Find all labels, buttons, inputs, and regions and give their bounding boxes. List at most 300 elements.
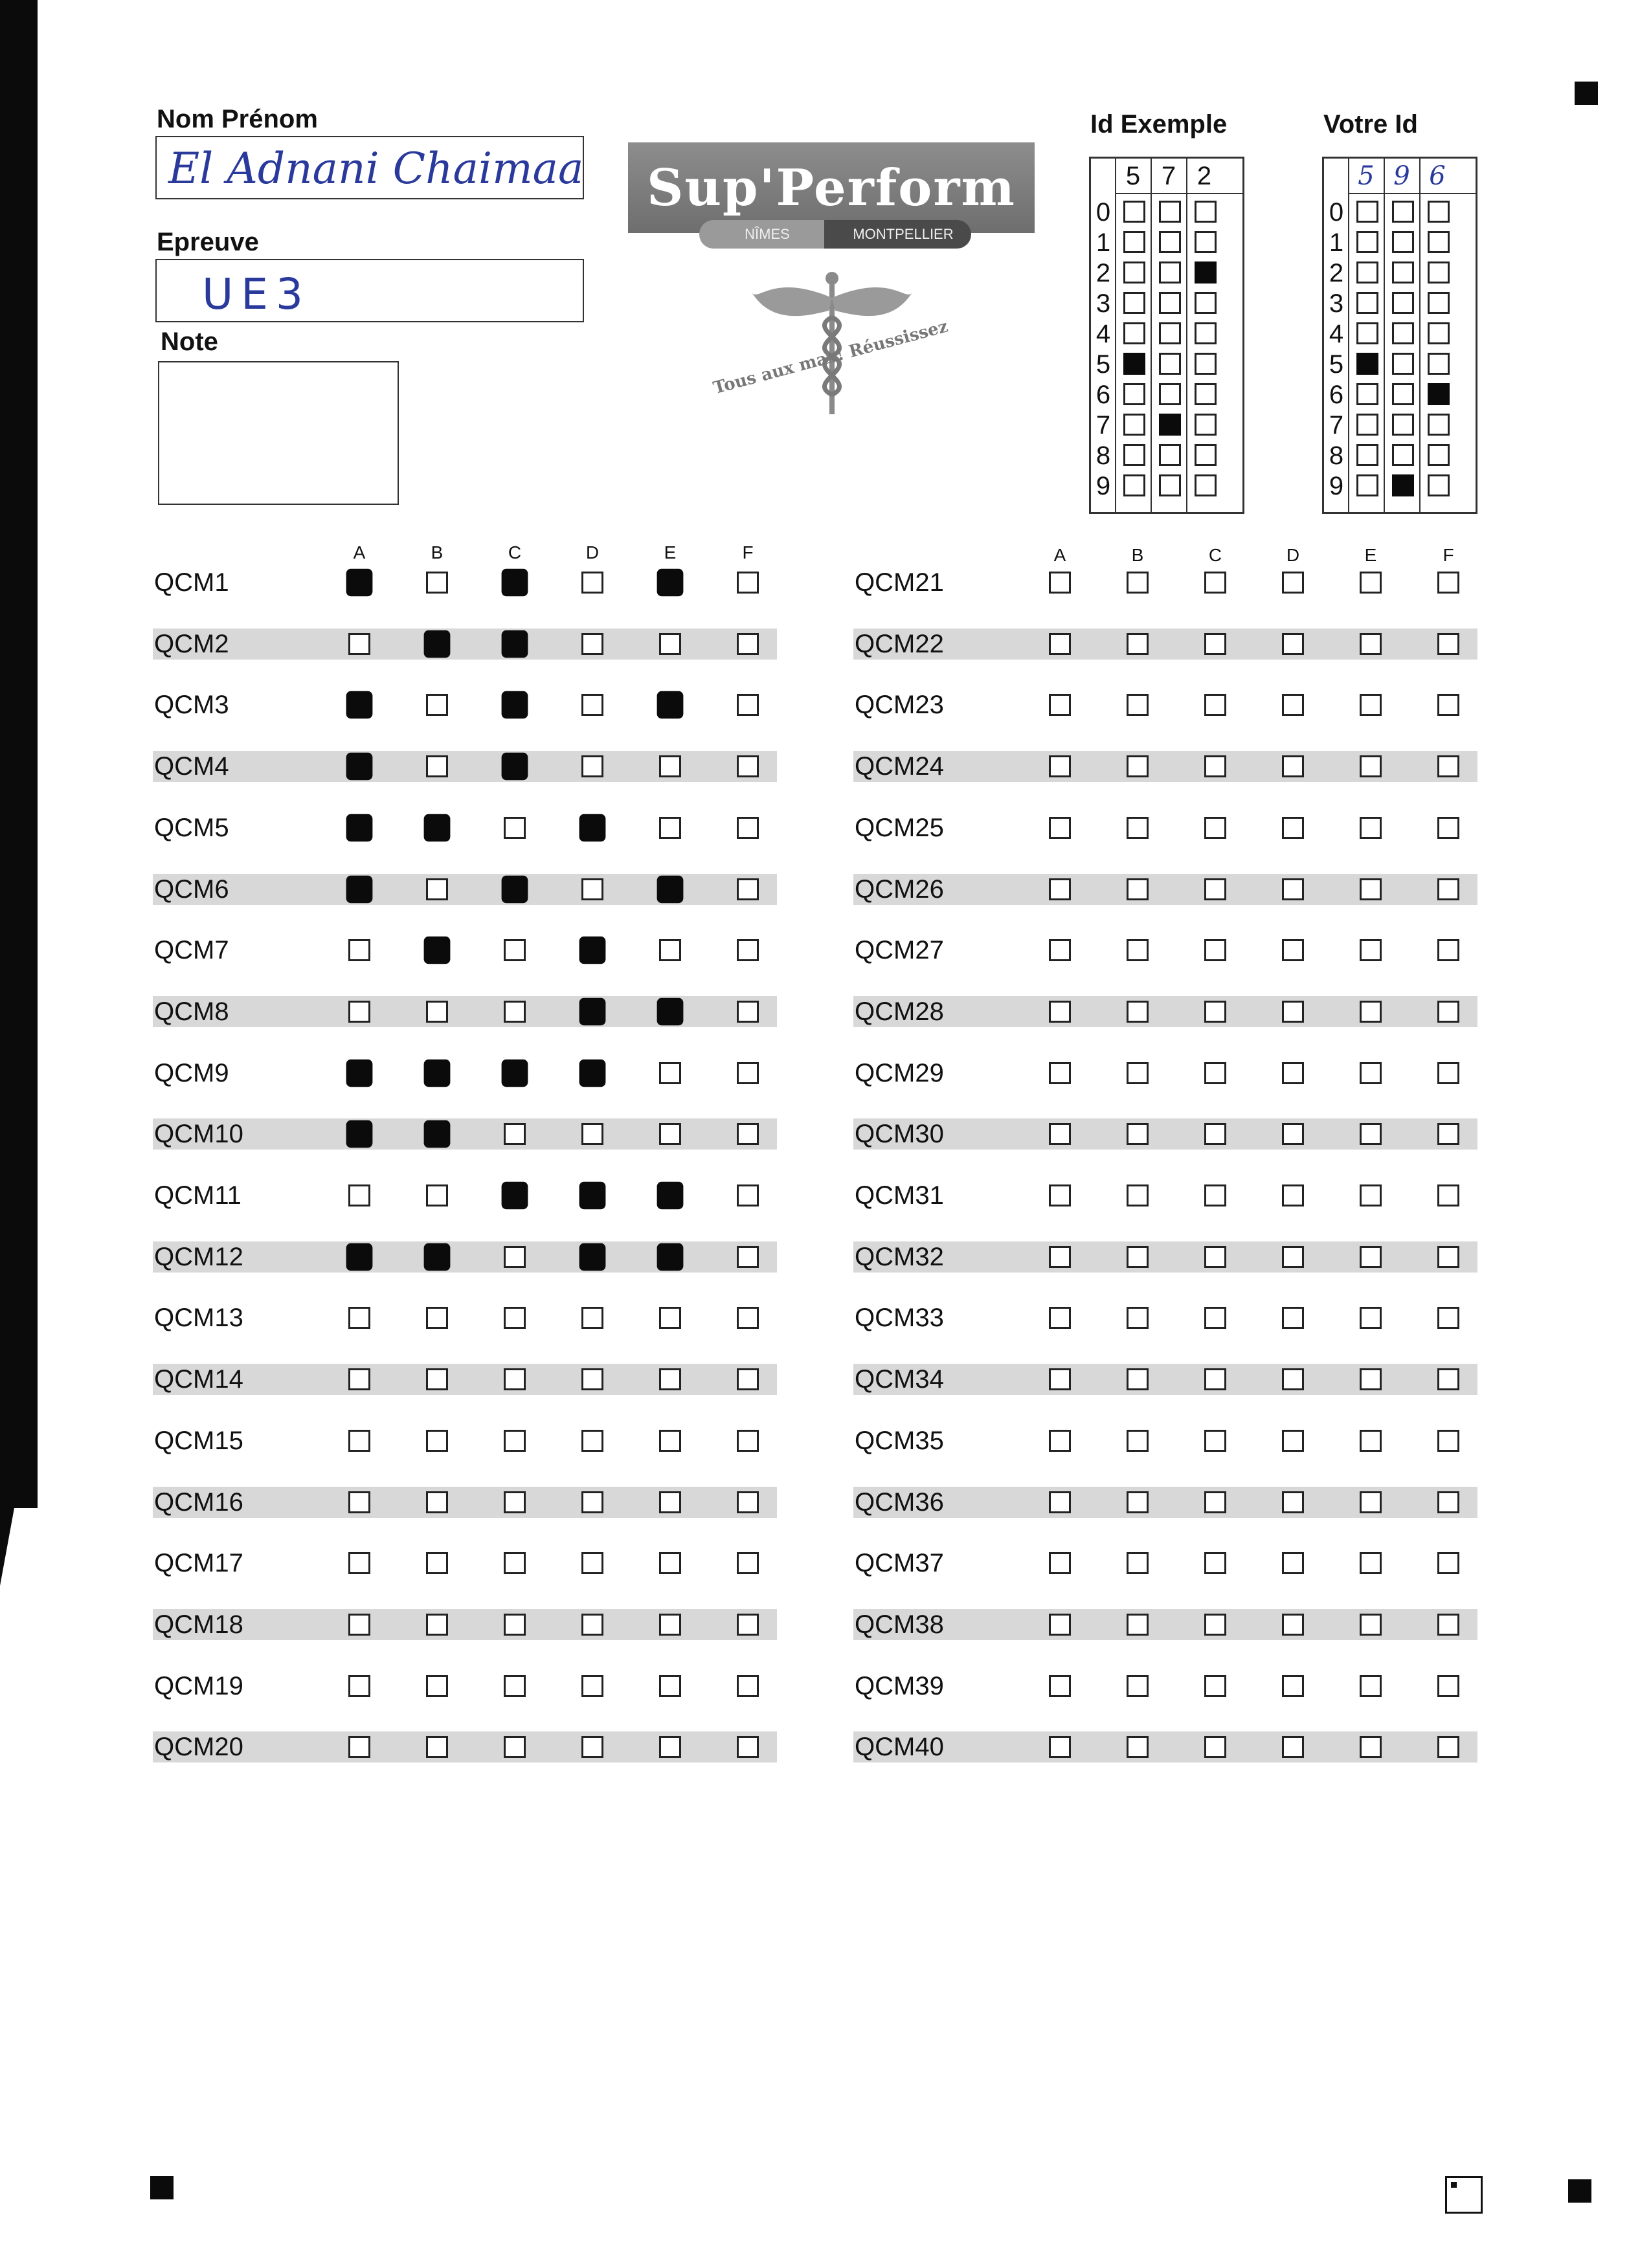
answer-checkbox-e[interactable]	[659, 939, 681, 961]
answer-checkbox-f[interactable]	[737, 633, 759, 655]
answer-checkbox-a[interactable]	[348, 633, 370, 655]
answer-checkbox-e[interactable]	[1360, 817, 1382, 839]
answer-checkbox-e[interactable]	[1360, 1430, 1382, 1452]
answer-checkbox-b[interactable]	[426, 1491, 448, 1513]
answer-checkbox-a[interactable]	[348, 1736, 370, 1758]
answer-checkbox-c[interactable]	[504, 1246, 526, 1268]
answer-checkbox-a[interactable]	[1049, 1552, 1071, 1574]
votre_id-digit-box[interactable]	[1356, 414, 1378, 436]
id_example-digit-box[interactable]	[1123, 383, 1145, 405]
id_example-digit-box[interactable]	[1195, 444, 1217, 466]
answer-checkbox-c[interactable]	[504, 1123, 526, 1145]
answer-checkbox-c[interactable]	[1204, 1368, 1226, 1390]
answer-checkbox-f[interactable]	[737, 1614, 759, 1636]
answer-checkbox-a[interactable]	[1049, 755, 1071, 777]
id_example-digit-box[interactable]	[1195, 474, 1217, 496]
votre_id-digit-box[interactable]	[1392, 322, 1414, 344]
answer-checkbox-a[interactable]	[348, 1184, 370, 1206]
answer-checkbox-d[interactable]	[1282, 878, 1304, 900]
nom-prenom-field[interactable]	[155, 136, 584, 199]
answer-checkbox-c[interactable]	[1204, 1184, 1226, 1206]
answer-checkbox-c[interactable]	[1204, 1246, 1226, 1268]
id_example-digit-box[interactable]	[1123, 231, 1145, 253]
id_example-digit-box[interactable]	[1123, 292, 1145, 314]
answer-checkbox-b[interactable]	[1127, 755, 1149, 777]
answer-checkbox-f[interactable]	[1437, 1307, 1459, 1329]
answer-checkbox-c[interactable]	[1204, 1430, 1226, 1452]
answer-checkbox-c[interactable]	[1204, 755, 1226, 777]
id_example-digit-box[interactable]	[1159, 261, 1181, 284]
answer-checkbox-b[interactable]	[426, 1736, 448, 1758]
answer-checkbox-c[interactable]	[502, 875, 528, 903]
answer-checkbox-d[interactable]	[579, 814, 606, 842]
id_example-digit-box[interactable]	[1123, 414, 1145, 436]
answer-checkbox-f[interactable]	[737, 1430, 759, 1452]
answer-checkbox-b[interactable]	[1127, 1246, 1149, 1268]
answer-checkbox-c[interactable]	[502, 1182, 528, 1210]
answer-checkbox-e[interactable]	[1360, 1491, 1382, 1513]
answer-checkbox-a[interactable]	[1049, 572, 1071, 594]
answer-checkbox-d[interactable]	[1282, 939, 1304, 961]
answer-checkbox-f[interactable]	[1437, 1123, 1459, 1145]
id_example-digit-box[interactable]	[1123, 353, 1145, 375]
answer-checkbox-e[interactable]	[1360, 1184, 1382, 1206]
answer-checkbox-d[interactable]	[581, 1368, 603, 1390]
answer-checkbox-c[interactable]	[502, 569, 528, 597]
answer-checkbox-e[interactable]	[659, 1614, 681, 1636]
id_example-digit-box[interactable]	[1159, 414, 1181, 436]
answer-checkbox-b[interactable]	[426, 878, 448, 900]
answer-checkbox-c[interactable]	[504, 1491, 526, 1513]
answer-checkbox-b[interactable]	[1127, 1614, 1149, 1636]
answer-checkbox-d[interactable]	[581, 1307, 603, 1329]
answer-checkbox-b[interactable]	[424, 630, 451, 658]
answer-checkbox-f[interactable]	[1437, 817, 1459, 839]
answer-checkbox-d[interactable]	[1282, 755, 1304, 777]
answer-checkbox-c[interactable]	[504, 1552, 526, 1574]
votre_id-digit-box[interactable]	[1428, 474, 1450, 496]
answer-checkbox-b[interactable]	[426, 1184, 448, 1206]
answer-checkbox-a[interactable]	[346, 1120, 373, 1148]
votre_id-digit-box[interactable]	[1428, 353, 1450, 375]
answer-checkbox-f[interactable]	[1437, 572, 1459, 594]
answer-checkbox-e[interactable]	[657, 569, 684, 597]
answer-checkbox-d[interactable]	[1282, 1491, 1304, 1513]
votre_id-digit-box[interactable]	[1392, 444, 1414, 466]
answer-checkbox-b[interactable]	[424, 937, 451, 964]
votre_id-digit-box[interactable]	[1356, 353, 1378, 375]
answer-checkbox-d[interactable]	[1282, 1062, 1304, 1084]
answer-checkbox-a[interactable]	[1049, 1430, 1071, 1452]
answer-checkbox-f[interactable]	[1437, 1736, 1459, 1758]
id_example-digit-box[interactable]	[1195, 261, 1217, 284]
answer-checkbox-e[interactable]	[1360, 694, 1382, 716]
answer-checkbox-e[interactable]	[659, 1552, 681, 1574]
answer-checkbox-f[interactable]	[737, 572, 759, 594]
answer-checkbox-a[interactable]	[1049, 1062, 1071, 1084]
answer-checkbox-e[interactable]	[657, 1182, 684, 1210]
answer-checkbox-e[interactable]	[659, 1675, 681, 1697]
answer-checkbox-a[interactable]	[346, 1243, 373, 1271]
answer-checkbox-b[interactable]	[424, 1059, 451, 1087]
answer-checkbox-b[interactable]	[1127, 1062, 1149, 1084]
answer-checkbox-b[interactable]	[1127, 939, 1149, 961]
answer-checkbox-d[interactable]	[581, 1491, 603, 1513]
answer-checkbox-f[interactable]	[1437, 1430, 1459, 1452]
answer-checkbox-c[interactable]	[502, 630, 528, 658]
answer-checkbox-a[interactable]	[346, 753, 373, 781]
answer-checkbox-d[interactable]	[581, 1736, 603, 1758]
answer-checkbox-b[interactable]	[1127, 817, 1149, 839]
id_example-digit-box[interactable]	[1159, 231, 1181, 253]
answer-checkbox-c[interactable]	[1204, 1675, 1226, 1697]
answer-checkbox-f[interactable]	[737, 694, 759, 716]
answer-checkbox-f[interactable]	[1437, 694, 1459, 716]
answer-checkbox-e[interactable]	[1360, 572, 1382, 594]
answer-checkbox-a[interactable]	[348, 1552, 370, 1574]
id_example-digit-box[interactable]	[1159, 201, 1181, 223]
answer-checkbox-e[interactable]	[657, 691, 684, 719]
answer-checkbox-a[interactable]	[1049, 1614, 1071, 1636]
answer-checkbox-e[interactable]	[1360, 1062, 1382, 1084]
id_example-digit-box[interactable]	[1195, 231, 1217, 253]
id_example-digit-box[interactable]	[1123, 201, 1145, 223]
answer-checkbox-a[interactable]	[1049, 878, 1071, 900]
answer-checkbox-d[interactable]	[1282, 817, 1304, 839]
epreuve-field[interactable]	[155, 259, 584, 322]
answer-checkbox-f[interactable]	[1437, 1491, 1459, 1513]
answer-checkbox-c[interactable]	[1204, 633, 1226, 655]
answer-checkbox-b[interactable]	[426, 755, 448, 777]
answer-checkbox-e[interactable]	[659, 817, 681, 839]
answer-checkbox-b[interactable]	[1127, 1307, 1149, 1329]
answer-checkbox-a[interactable]	[1049, 1491, 1071, 1513]
votre_id-digit-box[interactable]	[1428, 414, 1450, 436]
answer-checkbox-d[interactable]	[579, 937, 606, 964]
answer-checkbox-c[interactable]	[1204, 572, 1226, 594]
answer-checkbox-f[interactable]	[737, 1184, 759, 1206]
answer-checkbox-f[interactable]	[1437, 1552, 1459, 1574]
answer-checkbox-f[interactable]	[1437, 1368, 1459, 1390]
answer-checkbox-d[interactable]	[1282, 1307, 1304, 1329]
answer-checkbox-e[interactable]	[1360, 1368, 1382, 1390]
answer-checkbox-d[interactable]	[579, 1243, 606, 1271]
answer-checkbox-a[interactable]	[348, 1368, 370, 1390]
answer-checkbox-f[interactable]	[737, 1368, 759, 1390]
answer-checkbox-e[interactable]	[659, 1491, 681, 1513]
answer-checkbox-c[interactable]	[504, 1614, 526, 1636]
answer-checkbox-b[interactable]	[1127, 1368, 1149, 1390]
answer-checkbox-f[interactable]	[737, 1062, 759, 1084]
answer-checkbox-b[interactable]	[426, 572, 448, 594]
answer-checkbox-d[interactable]	[1282, 1246, 1304, 1268]
answer-checkbox-f[interactable]	[737, 817, 759, 839]
answer-checkbox-d[interactable]	[579, 1059, 606, 1087]
answer-checkbox-c[interactable]	[1204, 1552, 1226, 1574]
votre_id-digit-box[interactable]	[1356, 474, 1378, 496]
answer-checkbox-f[interactable]	[737, 1552, 759, 1574]
answer-checkbox-b[interactable]	[426, 1368, 448, 1390]
answer-checkbox-d[interactable]	[581, 1123, 603, 1145]
answer-checkbox-b[interactable]	[1127, 1675, 1149, 1697]
votre_id-digit-box[interactable]	[1392, 261, 1414, 284]
answer-checkbox-b[interactable]	[1127, 1491, 1149, 1513]
answer-checkbox-b[interactable]	[1127, 572, 1149, 594]
answer-checkbox-d[interactable]	[581, 755, 603, 777]
id_example-digit-box[interactable]	[1195, 353, 1217, 375]
answer-checkbox-e[interactable]	[1360, 878, 1382, 900]
answer-checkbox-b[interactable]	[424, 1243, 451, 1271]
answer-checkbox-c[interactable]	[1204, 1307, 1226, 1329]
answer-checkbox-b[interactable]	[426, 1430, 448, 1452]
answer-checkbox-d[interactable]	[581, 633, 603, 655]
answer-checkbox-a[interactable]	[1049, 1184, 1071, 1206]
answer-checkbox-a[interactable]	[348, 1675, 370, 1697]
answer-checkbox-e[interactable]	[1360, 1123, 1382, 1145]
votre_id-digit-box[interactable]	[1428, 322, 1450, 344]
answer-checkbox-f[interactable]	[1437, 1184, 1459, 1206]
answer-checkbox-c[interactable]	[1204, 1736, 1226, 1758]
votre_id-digit-box[interactable]	[1356, 231, 1378, 253]
answer-checkbox-d[interactable]	[1282, 633, 1304, 655]
answer-checkbox-d[interactable]	[1282, 572, 1304, 594]
answer-checkbox-c[interactable]	[504, 1736, 526, 1758]
answer-checkbox-d[interactable]	[581, 694, 603, 716]
answer-checkbox-e[interactable]	[1360, 939, 1382, 961]
id_example-digit-box[interactable]	[1159, 353, 1181, 375]
votre_id-digit-box[interactable]	[1392, 201, 1414, 223]
id_example-digit-box[interactable]	[1195, 383, 1217, 405]
answer-checkbox-e[interactable]	[1360, 1675, 1382, 1697]
answer-checkbox-f[interactable]	[1437, 1001, 1459, 1023]
answer-checkbox-c[interactable]	[502, 1059, 528, 1087]
answer-checkbox-b[interactable]	[1127, 1430, 1149, 1452]
answer-checkbox-a[interactable]	[1049, 1675, 1071, 1697]
answer-checkbox-c[interactable]	[502, 691, 528, 719]
id_example-digit-box[interactable]	[1123, 474, 1145, 496]
answer-checkbox-e[interactable]	[657, 998, 684, 1026]
answer-checkbox-d[interactable]	[1282, 1184, 1304, 1206]
votre_id-digit-box[interactable]	[1356, 383, 1378, 405]
answer-checkbox-a[interactable]	[348, 1491, 370, 1513]
answer-checkbox-d[interactable]	[579, 998, 606, 1026]
answer-checkbox-b[interactable]	[426, 1614, 448, 1636]
answer-checkbox-a[interactable]	[1049, 1001, 1071, 1023]
answer-checkbox-c[interactable]	[1204, 939, 1226, 961]
answer-checkbox-d[interactable]	[1282, 1001, 1304, 1023]
answer-checkbox-c[interactable]	[504, 1368, 526, 1390]
answer-checkbox-c[interactable]	[1204, 1491, 1226, 1513]
answer-checkbox-b[interactable]	[1127, 1736, 1149, 1758]
id_example-digit-box[interactable]	[1123, 322, 1145, 344]
answer-checkbox-e[interactable]	[1360, 1246, 1382, 1268]
answer-checkbox-e[interactable]	[659, 1430, 681, 1452]
answer-checkbox-c[interactable]	[504, 1675, 526, 1697]
id_example-digit-box[interactable]	[1159, 383, 1181, 405]
answer-checkbox-d[interactable]	[1282, 1368, 1304, 1390]
answer-checkbox-c[interactable]	[1204, 1001, 1226, 1023]
answer-checkbox-a[interactable]	[348, 1430, 370, 1452]
answer-checkbox-b[interactable]	[1127, 633, 1149, 655]
votre_id-digit-box[interactable]	[1428, 292, 1450, 314]
answer-checkbox-e[interactable]	[659, 1736, 681, 1758]
answer-checkbox-e[interactable]	[659, 1062, 681, 1084]
answer-checkbox-e[interactable]	[657, 1243, 684, 1271]
answer-checkbox-a[interactable]	[348, 1307, 370, 1329]
answer-checkbox-b[interactable]	[426, 694, 448, 716]
answer-checkbox-f[interactable]	[737, 1491, 759, 1513]
answer-checkbox-c[interactable]	[502, 753, 528, 781]
votre_id-digit-box[interactable]	[1356, 201, 1378, 223]
answer-checkbox-b[interactable]	[426, 1001, 448, 1023]
answer-checkbox-b[interactable]	[1127, 1123, 1149, 1145]
id_example-digit-box[interactable]	[1195, 292, 1217, 314]
answer-checkbox-e[interactable]	[659, 1123, 681, 1145]
votre_id-digit-box[interactable]	[1428, 231, 1450, 253]
answer-checkbox-e[interactable]	[1360, 633, 1382, 655]
answer-checkbox-f[interactable]	[737, 939, 759, 961]
answer-checkbox-e[interactable]	[1360, 1736, 1382, 1758]
answer-checkbox-e[interactable]	[659, 633, 681, 655]
answer-checkbox-f[interactable]	[1437, 1062, 1459, 1084]
id_example-digit-box[interactable]	[1159, 474, 1181, 496]
answer-checkbox-a[interactable]	[1049, 1736, 1071, 1758]
answer-checkbox-d[interactable]	[1282, 1614, 1304, 1636]
answer-checkbox-a[interactable]	[1049, 1246, 1071, 1268]
answer-checkbox-f[interactable]	[1437, 1246, 1459, 1268]
id_example-digit-box[interactable]	[1123, 444, 1145, 466]
answer-checkbox-a[interactable]	[346, 569, 373, 597]
answer-checkbox-a[interactable]	[1049, 1123, 1071, 1145]
answer-checkbox-d[interactable]	[581, 1430, 603, 1452]
answer-checkbox-a[interactable]	[1049, 1368, 1071, 1390]
answer-checkbox-a[interactable]	[348, 1001, 370, 1023]
answer-checkbox-d[interactable]	[1282, 1736, 1304, 1758]
answer-checkbox-a[interactable]	[346, 1059, 373, 1087]
answer-checkbox-c[interactable]	[1204, 1062, 1226, 1084]
answer-checkbox-d[interactable]	[1282, 1552, 1304, 1574]
answer-checkbox-e[interactable]	[1360, 1307, 1382, 1329]
answer-checkbox-c[interactable]	[504, 1430, 526, 1452]
answer-checkbox-f[interactable]	[737, 1675, 759, 1697]
votre_id-digit-box[interactable]	[1392, 474, 1414, 496]
answer-checkbox-d[interactable]	[581, 1614, 603, 1636]
answer-checkbox-c[interactable]	[504, 817, 526, 839]
answer-checkbox-e[interactable]	[659, 1368, 681, 1390]
id_example-digit-box[interactable]	[1195, 201, 1217, 223]
answer-checkbox-c[interactable]	[1204, 817, 1226, 839]
votre_id-digit-box[interactable]	[1356, 444, 1378, 466]
answer-checkbox-e[interactable]	[1360, 1614, 1382, 1636]
answer-checkbox-e[interactable]	[657, 875, 684, 903]
id_example-digit-box[interactable]	[1159, 292, 1181, 314]
answer-checkbox-a[interactable]	[348, 939, 370, 961]
answer-checkbox-d[interactable]	[1282, 694, 1304, 716]
id_example-digit-box[interactable]	[1159, 444, 1181, 466]
note-field[interactable]	[158, 361, 399, 505]
votre_id-digit-box[interactable]	[1392, 353, 1414, 375]
answer-checkbox-c[interactable]	[504, 1001, 526, 1023]
answer-checkbox-f[interactable]	[1437, 1614, 1459, 1636]
votre_id-digit-box[interactable]	[1428, 444, 1450, 466]
answer-checkbox-b[interactable]	[1127, 878, 1149, 900]
votre_id-digit-box[interactable]	[1392, 383, 1414, 405]
answer-checkbox-a[interactable]	[346, 691, 373, 719]
answer-checkbox-c[interactable]	[504, 1307, 526, 1329]
votre_id-digit-box[interactable]	[1356, 261, 1378, 284]
answer-checkbox-b[interactable]	[426, 1307, 448, 1329]
answer-checkbox-f[interactable]	[737, 1123, 759, 1145]
answer-checkbox-b[interactable]	[424, 814, 451, 842]
votre_id-digit-box[interactable]	[1356, 322, 1378, 344]
answer-checkbox-f[interactable]	[737, 1246, 759, 1268]
answer-checkbox-e[interactable]	[659, 1307, 681, 1329]
answer-checkbox-c[interactable]	[1204, 878, 1226, 900]
answer-checkbox-b[interactable]	[1127, 694, 1149, 716]
answer-checkbox-a[interactable]	[1049, 1307, 1071, 1329]
answer-checkbox-f[interactable]	[737, 878, 759, 900]
answer-checkbox-c[interactable]	[504, 939, 526, 961]
id_example-digit-box[interactable]	[1195, 414, 1217, 436]
answer-checkbox-a[interactable]	[346, 814, 373, 842]
answer-checkbox-f[interactable]	[1437, 755, 1459, 777]
answer-checkbox-e[interactable]	[1360, 1001, 1382, 1023]
votre_id-digit-box[interactable]	[1392, 292, 1414, 314]
answer-checkbox-d[interactable]	[581, 878, 603, 900]
answer-checkbox-b[interactable]	[1127, 1184, 1149, 1206]
answer-checkbox-b[interactable]	[1127, 1001, 1149, 1023]
id_example-digit-box[interactable]	[1123, 261, 1145, 284]
answer-checkbox-c[interactable]	[1204, 1123, 1226, 1145]
answer-checkbox-d[interactable]	[1282, 1123, 1304, 1145]
answer-checkbox-b[interactable]	[426, 1675, 448, 1697]
votre_id-digit-box[interactable]	[1392, 414, 1414, 436]
answer-checkbox-d[interactable]	[1282, 1430, 1304, 1452]
id_example-digit-box[interactable]	[1195, 322, 1217, 344]
votre_id-digit-box[interactable]	[1428, 383, 1450, 405]
answer-checkbox-a[interactable]	[1049, 939, 1071, 961]
answer-checkbox-e[interactable]	[1360, 1552, 1382, 1574]
answer-checkbox-c[interactable]	[1204, 694, 1226, 716]
answer-checkbox-f[interactable]	[1437, 633, 1459, 655]
answer-checkbox-e[interactable]	[659, 755, 681, 777]
answer-checkbox-a[interactable]	[1049, 817, 1071, 839]
votre_id-digit-box[interactable]	[1428, 261, 1450, 284]
answer-checkbox-f[interactable]	[1437, 939, 1459, 961]
votre_id-digit-box[interactable]	[1356, 292, 1378, 314]
votre_id-digit-box[interactable]	[1428, 201, 1450, 223]
answer-checkbox-a[interactable]	[348, 1614, 370, 1636]
answer-checkbox-b[interactable]	[1127, 1552, 1149, 1574]
answer-checkbox-f[interactable]	[737, 1736, 759, 1758]
votre_id-digit-box[interactable]	[1392, 231, 1414, 253]
answer-checkbox-d[interactable]	[581, 1675, 603, 1697]
answer-checkbox-d[interactable]	[1282, 1675, 1304, 1697]
answer-checkbox-a[interactable]	[1049, 633, 1071, 655]
answer-checkbox-d[interactable]	[581, 572, 603, 594]
answer-checkbox-b[interactable]	[424, 1120, 451, 1148]
answer-checkbox-d[interactable]	[581, 1552, 603, 1574]
id_example-digit-box[interactable]	[1159, 322, 1181, 344]
answer-checkbox-f[interactable]	[1437, 878, 1459, 900]
answer-checkbox-f[interactable]	[737, 1001, 759, 1023]
answer-checkbox-b[interactable]	[426, 1552, 448, 1574]
answer-checkbox-e[interactable]	[1360, 755, 1382, 777]
answer-checkbox-a[interactable]	[1049, 694, 1071, 716]
answer-checkbox-f[interactable]	[1437, 1675, 1459, 1697]
answer-checkbox-c[interactable]	[1204, 1614, 1226, 1636]
answer-checkbox-d[interactable]	[579, 1182, 606, 1210]
